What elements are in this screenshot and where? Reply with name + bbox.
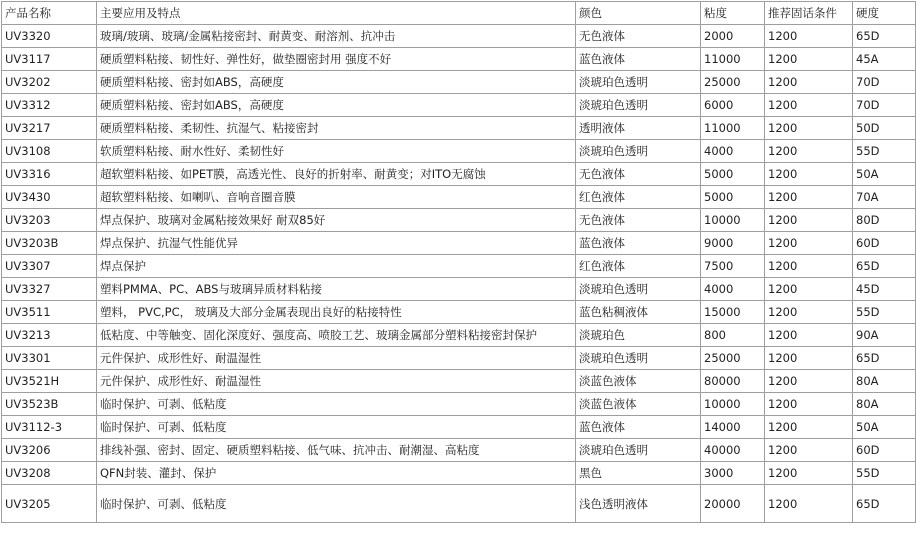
viscosity-cell: 10000 <box>701 209 765 232</box>
product-table <box>1 1 916 523</box>
viscosity-cell: 10000 <box>701 393 765 416</box>
application-cell: 焊点保护 <box>97 255 576 278</box>
viscosity-cell: 5000 <box>701 186 765 209</box>
table-row <box>2 163 916 186</box>
viscosity-cell: 80000 <box>701 370 765 393</box>
product-name-cell: UV3217 <box>2 117 97 140</box>
curing-condition-cell: 1200 <box>765 232 853 255</box>
viscosity-cell: 6000 <box>701 94 765 117</box>
application-cell: 超软塑料粘接、如喇叭、音响音圈音膜 <box>97 186 576 209</box>
color-cell: 红色液体 <box>576 186 701 209</box>
hardness-cell: 50A <box>853 163 916 186</box>
product-name-cell: UV3430 <box>2 186 97 209</box>
viscosity-cell: 7500 <box>701 255 765 278</box>
application-cell: 塑料， PVC,PC， 玻璃及大部分金属表现出良好的粘接特性 <box>97 301 576 324</box>
product-name-cell: UV3208 <box>2 462 97 485</box>
application-cell: 焊点保护、玻璃对金属粘接效果好 耐双85好 <box>97 209 576 232</box>
product-name-cell: UV3112-3 <box>2 416 97 439</box>
hardness-cell: 65D <box>853 25 916 48</box>
application-cell: 元件保护、成形性好、耐温湿性 <box>97 370 576 393</box>
hardness-cell: 60D <box>853 232 916 255</box>
color-cell: 黑色 <box>576 462 701 485</box>
table-row <box>2 255 916 278</box>
color-cell: 淡蓝色液体 <box>576 393 701 416</box>
color-cell: 无色液体 <box>576 209 701 232</box>
color-cell: 淡琥珀色透明 <box>576 278 701 301</box>
product-name-cell: UV3213 <box>2 324 97 347</box>
color-cell: 淡琥珀色 <box>576 324 701 347</box>
viscosity-cell: 20000 <box>701 485 765 523</box>
application-cell: 软质塑料粘接、耐水性好、柔韧性好 <box>97 140 576 163</box>
product-name-cell: UV3316 <box>2 163 97 186</box>
viscosity-cell: 25000 <box>701 347 765 370</box>
table-row <box>2 439 916 462</box>
curing-condition-cell: 1200 <box>765 462 853 485</box>
curing-condition-cell: 1200 <box>765 94 853 117</box>
hardness-cell: 90A <box>853 324 916 347</box>
viscosity-cell: 11000 <box>701 117 765 140</box>
viscosity-cell: 15000 <box>701 301 765 324</box>
table-row <box>2 232 916 255</box>
application-cell: 低粘度、中等触变、固化深度好、强度高、喷胶工艺、玻璃金属部分塑料粘接密封保护 <box>97 324 576 347</box>
viscosity-cell: 5000 <box>701 163 765 186</box>
header-hardness: 硬度 <box>853 2 916 25</box>
table-row <box>2 278 916 301</box>
header-product-name: 产品名称 <box>2 2 97 25</box>
hardness-cell: 50A <box>853 416 916 439</box>
application-cell: 临时保护、可剥、低粘度 <box>97 485 576 523</box>
hardness-cell: 80D <box>853 209 916 232</box>
hardness-cell: 45A <box>853 48 916 71</box>
curing-condition-cell: 1200 <box>765 209 853 232</box>
color-cell: 透明液体 <box>576 117 701 140</box>
product-name-cell: UV3301 <box>2 347 97 370</box>
hardness-cell: 60D <box>853 439 916 462</box>
application-cell: 临时保护、可剥、低粘度 <box>97 393 576 416</box>
application-cell: 硬质塑料粘接、柔韧性、抗湿气、粘接密封 <box>97 117 576 140</box>
table-row <box>2 25 916 48</box>
product-name-cell: UV3523B <box>2 393 97 416</box>
viscosity-cell: 4000 <box>701 140 765 163</box>
application-cell: 超软塑料粘接、如PET膜，高透光性、良好的折射率、耐黄变；对ITO无腐蚀 <box>97 163 576 186</box>
viscosity-cell: 14000 <box>701 416 765 439</box>
curing-condition-cell: 1200 <box>765 485 853 523</box>
viscosity-cell: 11000 <box>701 48 765 71</box>
header-curing-condition: 推荐固话条件 <box>765 2 853 25</box>
color-cell: 淡琥珀色透明 <box>576 94 701 117</box>
curing-condition-cell: 1200 <box>765 186 853 209</box>
table-body <box>2 25 916 523</box>
color-cell: 淡琥珀色透明 <box>576 347 701 370</box>
hardness-cell: 70D <box>853 71 916 94</box>
product-name-cell: UV3108 <box>2 140 97 163</box>
header-application: 主要应用及特点 <box>97 2 576 25</box>
table-row <box>2 462 916 485</box>
application-cell: 硬质塑料粘接、韧性好、弹性好，做垫圈密封用 强度不好 <box>97 48 576 71</box>
header-color: 颜色 <box>576 2 701 25</box>
viscosity-cell: 9000 <box>701 232 765 255</box>
color-cell: 蓝色粘稠液体 <box>576 301 701 324</box>
curing-condition-cell: 1200 <box>765 416 853 439</box>
application-cell: 焊点保护、抗湿气性能优异 <box>97 232 576 255</box>
application-cell: QFN封装、灌封、保护 <box>97 462 576 485</box>
application-cell: 硬质塑料粘接、密封如ABS，高硬度 <box>97 71 576 94</box>
hardness-cell: 65D <box>853 255 916 278</box>
product-name-cell: UV3203 <box>2 209 97 232</box>
color-cell: 无色液体 <box>576 25 701 48</box>
hardness-cell: 45D <box>853 278 916 301</box>
curing-condition-cell: 1200 <box>765 255 853 278</box>
color-cell: 淡琥珀色透明 <box>576 439 701 462</box>
curing-condition-cell: 1200 <box>765 163 853 186</box>
hardness-cell: 80A <box>853 393 916 416</box>
table-row <box>2 485 916 523</box>
product-name-cell: UV3202 <box>2 71 97 94</box>
table-row <box>2 209 916 232</box>
color-cell: 淡琥珀色透明 <box>576 140 701 163</box>
product-name-cell: UV3206 <box>2 439 97 462</box>
product-name-cell: UV3205 <box>2 485 97 523</box>
product-name-cell: UV3203B <box>2 232 97 255</box>
viscosity-cell: 2000 <box>701 25 765 48</box>
viscosity-cell: 25000 <box>701 71 765 94</box>
header-viscosity: 粘度 <box>701 2 765 25</box>
curing-condition-cell: 1200 <box>765 370 853 393</box>
curing-condition-cell: 1200 <box>765 347 853 370</box>
viscosity-cell: 800 <box>701 324 765 347</box>
hardness-cell: 80A <box>853 370 916 393</box>
color-cell: 蓝色液体 <box>576 416 701 439</box>
application-cell: 元件保护、成形性好、耐温湿性 <box>97 347 576 370</box>
viscosity-cell: 4000 <box>701 278 765 301</box>
product-name-cell: UV3327 <box>2 278 97 301</box>
hardness-cell: 50D <box>853 117 916 140</box>
curing-condition-cell: 1200 <box>765 393 853 416</box>
color-cell: 蓝色液体 <box>576 232 701 255</box>
application-cell: 排线补强、密封、固定、硬质塑料粘接、低气味、抗冲击、耐潮湿、高粘度 <box>97 439 576 462</box>
table-row <box>2 370 916 393</box>
hardness-cell: 65D <box>853 347 916 370</box>
table-row <box>2 140 916 163</box>
curing-condition-cell: 1200 <box>765 25 853 48</box>
table-row <box>2 301 916 324</box>
viscosity-cell: 3000 <box>701 462 765 485</box>
product-name-cell: UV3320 <box>2 25 97 48</box>
hardness-cell: 65D <box>853 485 916 523</box>
table-row <box>2 347 916 370</box>
product-name-cell: UV3521H <box>2 370 97 393</box>
hardness-cell: 70D <box>853 94 916 117</box>
curing-condition-cell: 1200 <box>765 140 853 163</box>
hardness-cell: 55D <box>853 301 916 324</box>
color-cell: 淡琥珀色透明 <box>576 71 701 94</box>
color-cell: 浅色透明液体 <box>576 485 701 523</box>
product-name-cell: UV3312 <box>2 94 97 117</box>
curing-condition-cell: 1200 <box>765 71 853 94</box>
table-row <box>2 117 916 140</box>
product-name-cell: UV3117 <box>2 48 97 71</box>
hardness-cell: 55D <box>853 140 916 163</box>
application-cell: 临时保护、可剥、低粘度 <box>97 416 576 439</box>
table-row <box>2 71 916 94</box>
curing-condition-cell: 1200 <box>765 301 853 324</box>
curing-condition-cell: 1200 <box>765 117 853 140</box>
table-row <box>2 186 916 209</box>
curing-condition-cell: 1200 <box>765 278 853 301</box>
table-row <box>2 324 916 347</box>
table-row <box>2 48 916 71</box>
curing-condition-cell: 1200 <box>765 48 853 71</box>
curing-condition-cell: 1200 <box>765 439 853 462</box>
hardness-cell: 70A <box>853 186 916 209</box>
color-cell: 无色液体 <box>576 163 701 186</box>
application-cell: 硬质塑料粘接、密封如ABS，高硬度 <box>97 94 576 117</box>
color-cell: 红色液体 <box>576 255 701 278</box>
hardness-cell: 55D <box>853 462 916 485</box>
viscosity-cell: 40000 <box>701 439 765 462</box>
table-row <box>2 393 916 416</box>
product-name-cell: UV3511 <box>2 301 97 324</box>
application-cell: 塑料PMMA、PC、ABS与玻璃异质材料粘接 <box>97 278 576 301</box>
table-row <box>2 94 916 117</box>
application-cell: 玻璃/玻璃、玻璃/金属粘接密封、耐黄变、耐溶剂、抗冲击 <box>97 25 576 48</box>
curing-condition-cell: 1200 <box>765 324 853 347</box>
header-row <box>2 2 916 25</box>
color-cell: 蓝色液体 <box>576 48 701 71</box>
table-row <box>2 416 916 439</box>
color-cell: 淡蓝色液体 <box>576 370 701 393</box>
product-name-cell: UV3307 <box>2 255 97 278</box>
